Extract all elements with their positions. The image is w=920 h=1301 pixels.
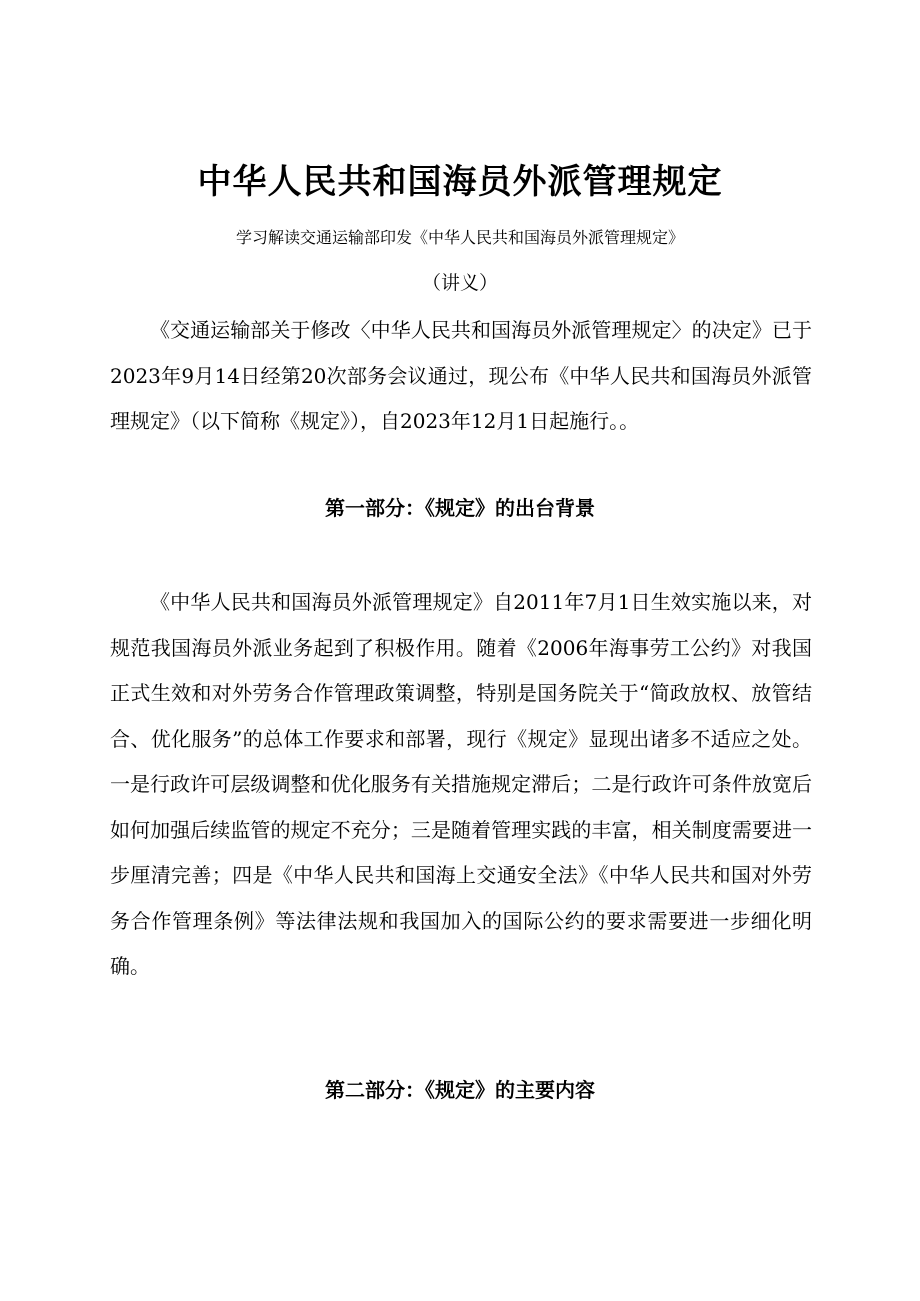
document-note: （讲义） (421, 272, 498, 294)
document-subtitle: 学习解读交通运输部印发《中华人民共和国海员外派管理规定》 (235, 228, 684, 247)
section-heading-main-content: 第二部分：《规定》的主要内容 (325, 1078, 595, 1102)
section-paragraph-background: 《中华人民共和国海员外派管理规定》自2011年7月1日生效实施以来，对规范我国海员外派业务起到了积极作用。随着《2006年海事劳工公约》对我国正式生效和对外劳务合作管理政策调整，特别是国务院关于“简政放权、放管结合、优化服务”的总体工作要求和部署，现行《规定》显现出诸多不适应之处。一是行政许可层级调整和优化服务有关措施规定滞后；二是行政许可条件放宽后如何加强后续监管的规定不充分；三是随着管理实践的丰富，相关制度需要进一步厘清完善；四是《中华人民共和国海上交通安全法》《中华人民共和国对外劳务合作管理条例》等法律法规和我国加入的国际公约的要求需要进一步细化明确。 (110, 590, 812, 978)
document-title: 中华人民共和国海员外派管理规定 (197, 162, 723, 202)
intro-paragraph: 《交通运输部关于修改〈中华人民共和国海员外派管理规定〉的决定》已于2023年9月14日经第20次部务会议通过，现公布《中华人民共和国海员外派管理规定》（以下简称《规定》），自2023年12月1日起施行。。 (110, 318, 812, 433)
section-heading-background: 第一部分：《规定》的出台背景 (325, 496, 595, 520)
